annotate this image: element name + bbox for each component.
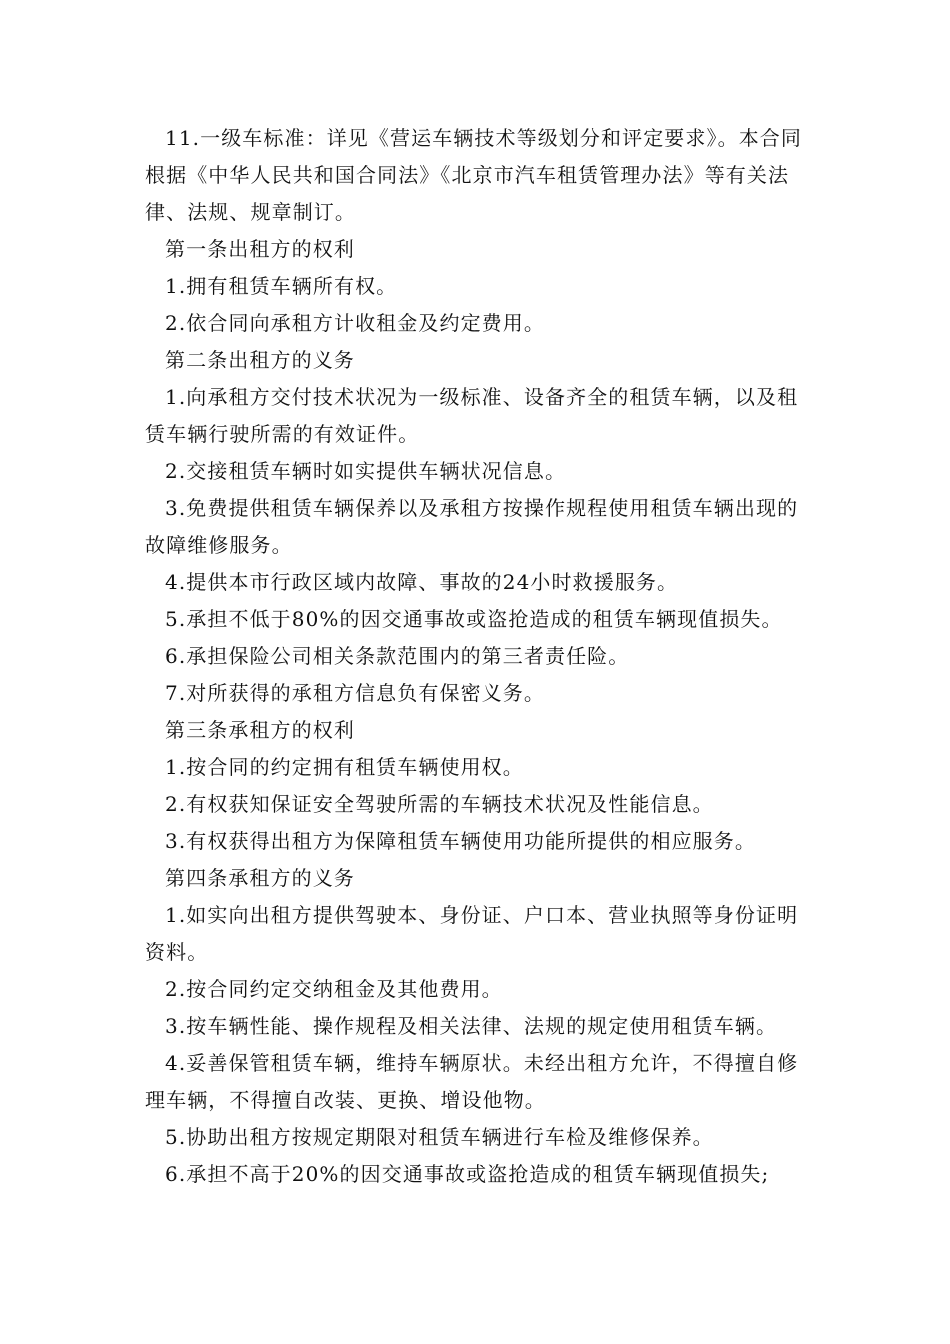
heading-article-3: 第三条承租方的权利 (165, 718, 355, 742)
paragraph-item: 3.免费提供租赁车辆保养以及承租方按操作规程使用租赁车辆出现的故障维修服务。 (145, 496, 799, 557)
paragraph-item: 3.有权获得出租方为保障租赁车辆使用功能所提供的相应服务。 (165, 829, 756, 853)
paragraph-item: 3.按车辆性能、操作规程及相关法律、法规的规定使用租赁车辆。 (165, 1014, 778, 1038)
paragraph-item: 6.承担保险公司相关条款范围内的第三者责任险。 (165, 644, 630, 668)
paragraph-item: 1.按合同的约定拥有租赁车辆使用权。 (165, 755, 524, 779)
paragraph-item: 6.承担不高于20%的因交通事故或盗抢造成的租赁车辆现值损失; (165, 1162, 770, 1186)
heading-article-4: 第四条承租方的义务 (165, 866, 355, 890)
paragraph-item: 2.按合同约定交纳租金及其他费用。 (165, 977, 503, 1001)
document-body (145, 120, 810, 1193)
paragraph-item: 1.拥有租赁车辆所有权。 (165, 274, 398, 298)
heading-article-2: 第二条出租方的义务 (165, 348, 355, 372)
paragraph-item: 1.如实向出租方提供驾驶本、身份证、户口本、营业执照等身份证明资料。 (145, 903, 799, 964)
paragraph-standard-clause: 11.一级车标准：详见《营运车辆技术等级划分和评定要求》。本合同根据《中华人民共和国合同法》《北京市汽车租赁管理办法》等有关法律、法规、规章制订。 (145, 126, 803, 224)
heading-article-1: 第一条出租方的权利 (165, 237, 355, 261)
paragraph-item: 2.有权获知保证安全驾驶所需的车辆技术状况及性能信息。 (165, 792, 714, 816)
paragraph-item: 5.协助出租方按规定期限对租赁车辆进行车检及维修保养。 (165, 1125, 714, 1149)
paragraph-item: 2.依合同向承租方计收租金及约定费用。 (165, 311, 545, 335)
paragraph-item: 4.妥善保管租赁车辆，维持车辆原状。未经出租方允许，不得擅自修理车辆，不得擅自改装、更换、增设他物。 (145, 1051, 799, 1112)
paragraph-item: 2.交接租赁车辆时如实提供车辆状况信息。 (165, 459, 567, 483)
paragraph-item: 5.承担不低于80%的因交通事故或盗抢造成的租赁车辆现值损失。 (165, 607, 783, 631)
paragraph-item: 7.对所获得的承租方信息负有保密义务。 (165, 681, 545, 705)
paragraph-item: 1.向承租方交付技术状况为一级标准、设备齐全的租赁车辆，以及租赁车辆行驶所需的有效证件。 (145, 385, 799, 446)
paragraph-item: 4.提供本市行政区域内故障、事故的24小时救援服务。 (165, 570, 679, 594)
